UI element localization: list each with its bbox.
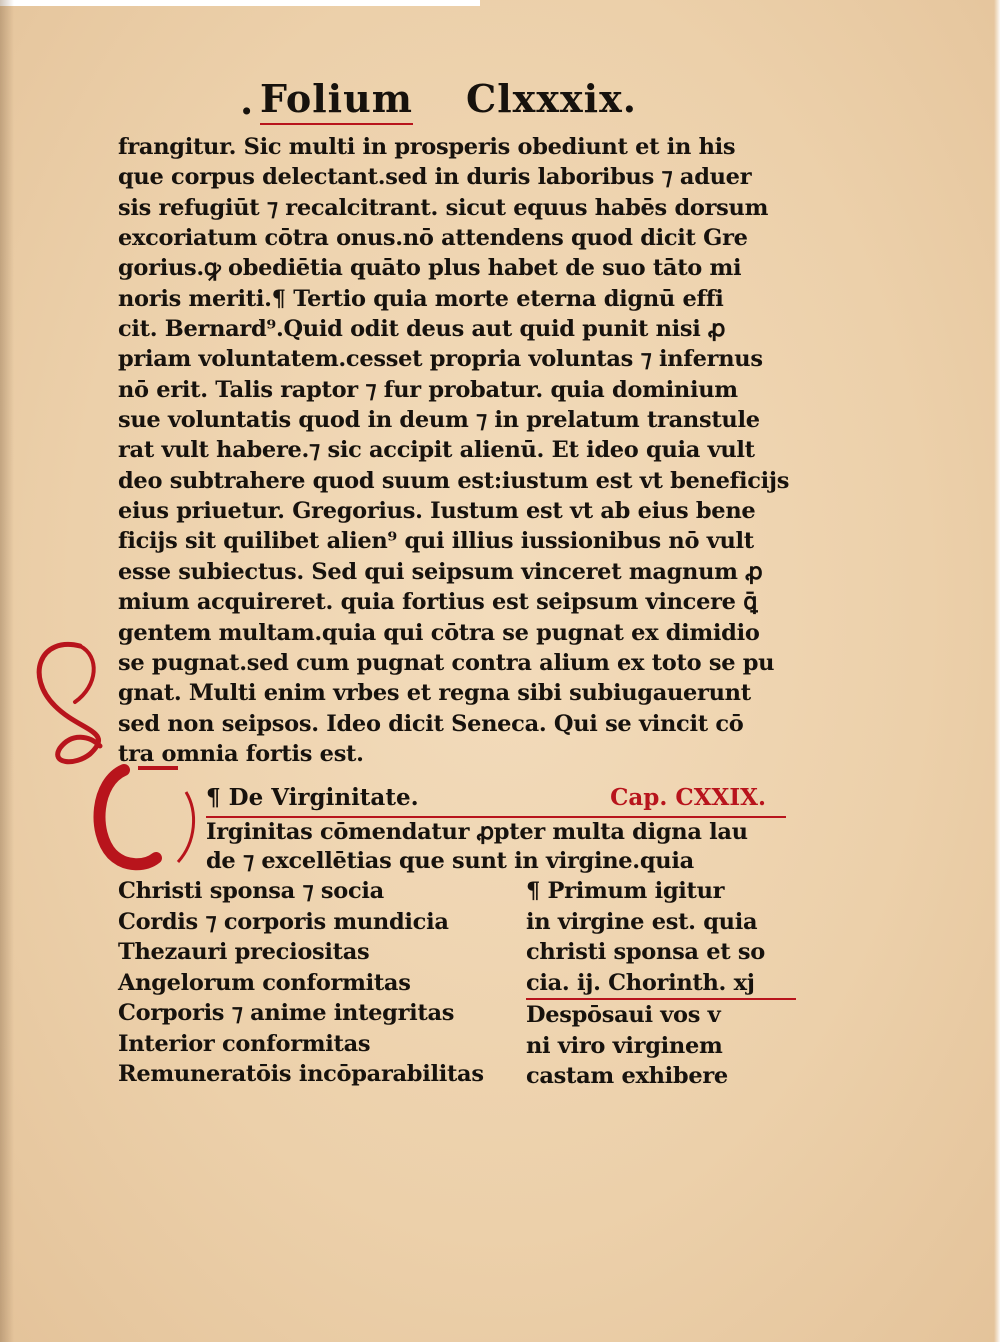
chapter-number: Cap. CXXIX. [610, 784, 766, 811]
margin-flourish [20, 636, 120, 776]
text-line: ni viro virginem [526, 1032, 723, 1059]
text-line: cia. ij. Chorinth. xj [526, 968, 796, 1001]
initial-v-decorative [86, 762, 206, 872]
chapter-title: ¶ De Virginitate. [206, 784, 419, 811]
text-line: de ⁊ excellētias que sunt in virgine.quia [206, 848, 694, 874]
text-line: gorius.ꝙ obediētia quāto plus habet de suo tāto mi [118, 255, 742, 282]
virtues-list [118, 876, 518, 1090]
text-line: cit. Bernard⁹.Quid odit deus aut quid punit nisi ꝓ [118, 316, 726, 343]
text-line: in virgine est. quia [526, 908, 758, 935]
header-dot: . [240, 78, 255, 123]
text-line: sis refugiūt ⁊ recalcitrant. sicut equus habēs dorsum [118, 194, 769, 221]
right-column-text [526, 876, 796, 1092]
text-line: ficijs sit quilibet alien⁹ qui illius iussionibus nō vult [118, 528, 754, 555]
text-line: sue voluntatis quod in deum ⁊ in prelatum transtule [118, 407, 760, 434]
list-item: Angelorum conformitas [118, 969, 411, 996]
text-line: rat vult habere.⁊ sic accipit alienū. Et ideo quia vult [118, 437, 755, 464]
top-scan-edge [0, 0, 480, 6]
list-item: Thezauri preciositas [118, 939, 370, 965]
text-line: gnat. Multi enim vrbes et regna sibi subiugauerunt [118, 680, 751, 707]
gutter-shadow [0, 0, 14, 1342]
text-line: Irginitas cōmendatur ꝓpter multa digna lau [206, 819, 748, 845]
text-line: deo subtrahere quod suum est:iustum est vt beneficijs [118, 467, 790, 494]
text-line: se pugnat.sed cum pugnat contra alium ex toto se pu [118, 649, 775, 676]
text-line: gentem multam.quia qui cōtra se pugnat ex dimidio [118, 619, 760, 646]
folio-number: Clxxxix. [466, 76, 637, 121]
text-line: nō erit. Talis raptor ⁊ fur probatur. quia dominium [118, 376, 738, 403]
chapter-opening [206, 818, 786, 876]
text-line: christi sponsa et so [526, 939, 765, 965]
text-line: castam exhibere [526, 1063, 728, 1089]
text-line: Despōsaui vos v [526, 1002, 721, 1028]
list-item: Cordis ⁊ corporis mundicia [118, 908, 449, 935]
text-line: eius priuetur. Gregorius. Iustum est vt ab eius bene [118, 498, 756, 525]
right-scan-edge [994, 0, 1000, 1342]
text-line: sed non seipsos. Ideo dicit Seneca. Qui se vincit cō [118, 710, 744, 737]
text-line: noris meriti.¶ Tertio quia morte eterna dignū effi [118, 285, 724, 312]
text-line: que corpus delectant.sed in duris laboribus ⁊ aduer [118, 164, 752, 191]
main-text-block [118, 132, 790, 769]
list-item: Christi sponsa ⁊ socia [118, 878, 384, 904]
list-item: Corporis ⁊ anime integritas [118, 1000, 455, 1026]
text-line: excoriatum cōtra onus.nō attendens quod dicit Gre [118, 225, 748, 252]
folio-label: Folium [260, 76, 413, 125]
text-line: mium acquireret. quia fortius est seipsum vincere ꝗ̄ [118, 589, 758, 616]
list-item: Interior conformitas [118, 1030, 371, 1057]
text-line: esse subiectus. Sed qui seipsum vinceret magnum ꝓ [118, 558, 763, 585]
text-line: priam voluntatem.cesset propria voluntas ⁊ infernus [118, 346, 763, 373]
text-line: tra omnia fortis est. [118, 740, 364, 767]
chapter-heading [206, 782, 786, 818]
list-item: Remuneratōis incōparabilitas [118, 1061, 484, 1087]
text-line: ¶ Primum igitur [526, 878, 725, 904]
text-line: frangitur. Sic multi in prosperis obediunt et in his [118, 134, 736, 160]
folio-header [240, 68, 660, 128]
